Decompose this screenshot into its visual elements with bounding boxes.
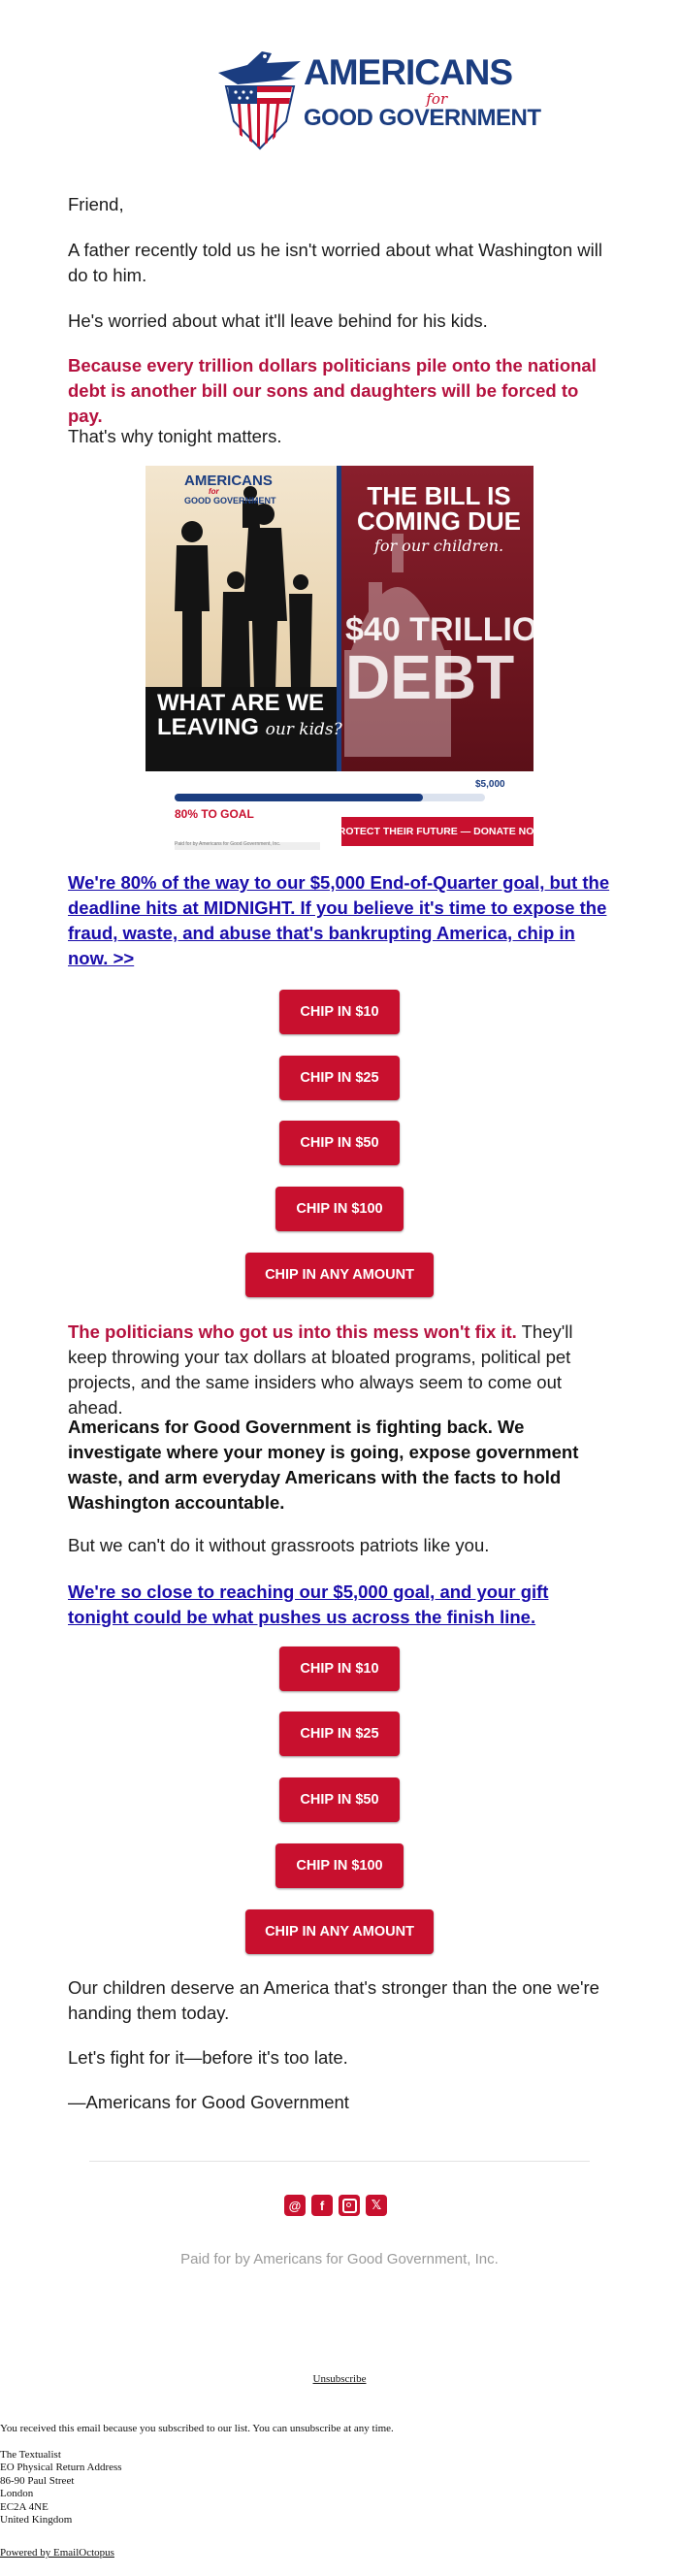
subscription-reason: You received this email because you subscribed to our list. You can unsubscribe at any time.: [0, 2423, 394, 2434]
hero-debt-figure: [345, 611, 562, 712]
x-icon[interactable]: 𝕏: [366, 2195, 387, 2216]
hero-left-heading-line-2-wrap: [157, 715, 342, 742]
hero-debt-line-1: $40 TRILLION: [345, 611, 562, 648]
paragraph-tonight: That's why tonight matters.: [68, 426, 282, 446]
chip-in-any-amount-button[interactable]: CHIP IN ANY AMOUNT: [245, 1909, 434, 1954]
paragraph-politicians-rest: They'll keep throwing your tax dollars at bloated programs, political pet projects, and the same insiders who always seem to come out ahead.: [68, 1321, 573, 1418]
hero-left-heading: [157, 691, 342, 742]
paragraph-kids: He's worried about what it'll leave behind for his kids.: [68, 310, 488, 331]
donate-link-goal[interactable]: We're 80% of the way to our $5,000 End-of-Quarter goal, but the deadline hits at MIDNIGHT. If you believe it's time to expose the fraud, waste, and abuse that's bankrupting America, chip in now. >>: [68, 872, 610, 968]
chip-in-25-button[interactable]: CHIP IN $25: [279, 1712, 400, 1756]
logo-for: for: [426, 90, 448, 108]
chip-in-25-button[interactable]: CHIP IN $25: [279, 1056, 400, 1100]
chip-in-50-button[interactable]: CHIP IN $50: [279, 1777, 400, 1822]
threads-icon[interactable]: @: [284, 2195, 306, 2216]
signoff: —Americans for Good Government: [68, 2092, 349, 2112]
hero-donate-cta[interactable]: PROTECT THEIR FUTURE — DONATE NOW: [331, 826, 544, 837]
address-line: 86-90 Paul Street: [0, 2474, 75, 2487]
chip-in-100-button[interactable]: CHIP IN $100: [275, 1843, 404, 1888]
powered-by-link[interactable]: Powered by EmailOctopus: [0, 2547, 114, 2559]
paragraph-debt-emphasis: Because every trillion dollars politicians pile onto the national debt is another bill our sons and daughters will be forced to pay.: [68, 355, 597, 426]
hero-logo-line-1: AMERICANS: [184, 473, 273, 489]
hero-left-heading-line-2: LEAVING: [157, 714, 259, 740]
greeting: Friend,: [68, 194, 124, 214]
hero-left-heading-script: our kids?: [265, 720, 342, 739]
address-line: United Kingdom: [0, 2514, 73, 2527]
paragraph-children: Our children deserve an America that's stronger than the one we're handing them today.: [68, 1977, 599, 2023]
postal-address: [0, 2449, 122, 2527]
hero-logo: [155, 473, 276, 505]
address-line: EO Physical Return Address: [0, 2462, 122, 2474]
hero-right-heading-line-2: COMING DUE: [357, 506, 521, 536]
logo-line-2: GOOD GOVERNMENT: [304, 105, 541, 131]
address-line: EC2A 4NE: [0, 2500, 48, 2513]
goal-progress-fill: [175, 794, 423, 801]
org-logo[interactable]: [209, 44, 541, 155]
paragraph-politicians-emphasis: The politicians who got us into this mess won't fix it.: [68, 1321, 517, 1342]
hero-goal-label: 80% TO GOAL: [175, 807, 254, 821]
paragraph-politicians: [68, 1320, 611, 1420]
hero-right-heading: [349, 483, 529, 559]
chip-in-10-button[interactable]: CHIP IN $10: [279, 1647, 400, 1691]
paragraph-mission: Americans for Good Government is fighting back. We investigate where your money is going, expose government waste, and arm everyday Americans with the facts to hold Washington accountable.: [68, 1417, 579, 1513]
hero-debt-line-2: DEBT: [345, 642, 515, 712]
logo-line-1: AMERICANS: [304, 52, 513, 92]
hero-goal-amount: $5,000: [475, 779, 505, 790]
hero-logo-for: for: [209, 487, 219, 496]
chip-in-50-button[interactable]: CHIP IN $50: [279, 1121, 400, 1165]
hero-logo-line-2: GOOD GOVERNMENT: [184, 496, 276, 505]
chip-in-100-button[interactable]: CHIP IN $100: [275, 1187, 404, 1231]
logo-wordmark: [304, 53, 541, 131]
hero-donate-image[interactable]: [146, 466, 562, 856]
hero-disclaimer: Paid for by Americans for Good Government, Inc.: [175, 841, 281, 847]
facebook-icon[interactable]: f: [311, 2195, 333, 2216]
hero-right-heading-line-1: THE BILL IS: [367, 481, 511, 510]
chip-in-any-amount-button[interactable]: CHIP IN ANY AMOUNT: [245, 1253, 434, 1297]
paragraph-fight: Let's fight for it—before it's too late.: [68, 2047, 348, 2068]
address-line: London: [0, 2488, 34, 2500]
hero-right-heading-script: for our children.: [373, 537, 504, 555]
donate-link-finish-line[interactable]: We're so close to reaching our $5,000 goal, and your gift tonight could be what pushes us across the finish line.: [68, 1581, 549, 1627]
paragraph-grassroots: But we can't do it without grassroots patriots like you.: [68, 1535, 490, 1555]
paragraph-father: A father recently told us he isn't worried about what Washington will do to him.: [68, 240, 602, 285]
address-line: The Textualist: [0, 2449, 61, 2461]
paid-for-disclaimer: Paid for by Americans for Good Government, Inc.: [180, 2251, 499, 2267]
hero-left-heading-line-1: WHAT ARE WE: [157, 690, 324, 716]
chip-in-10-button[interactable]: CHIP IN $10: [279, 990, 400, 1034]
unsubscribe-link[interactable]: Unsubscribe: [312, 2373, 367, 2385]
instagram-icon[interactable]: [339, 2195, 360, 2216]
eagle-shield-icon: [209, 44, 306, 155]
footer-divider: [89, 2161, 590, 2162]
